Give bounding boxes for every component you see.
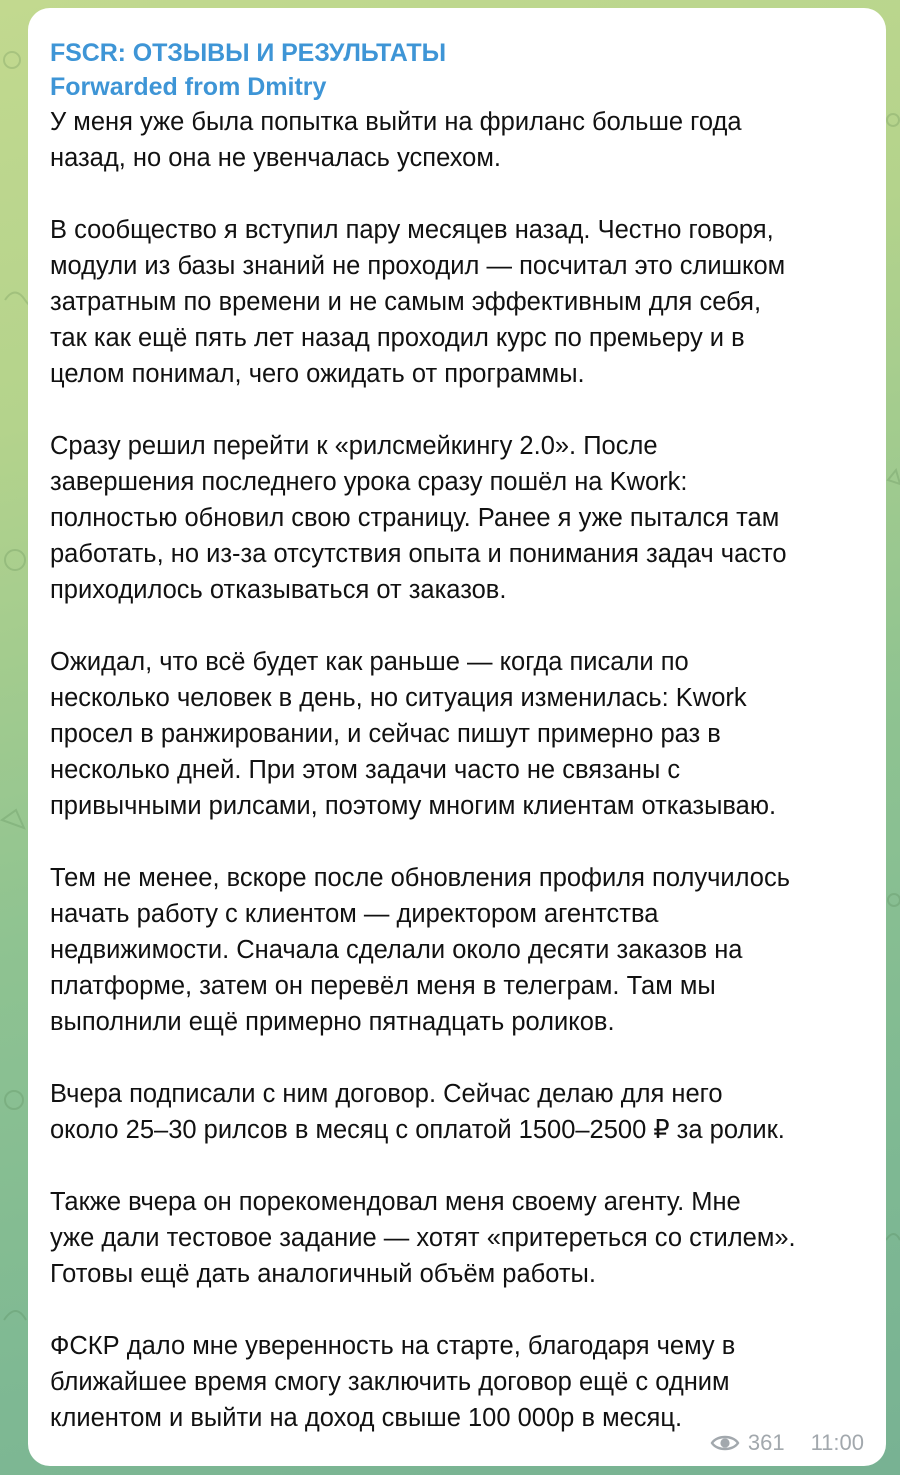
message-paragraph	[50, 860, 866, 1040]
message-line: работать, но из-за отсутствия опыта и понимания задач часто	[50, 540, 787, 568]
message-text	[50, 104, 866, 1436]
message-line: назад, но она не увенчалась успехом.	[50, 144, 501, 172]
view-count: 361	[747, 1430, 785, 1455]
message-paragraph	[50, 1184, 866, 1292]
message-paragraph	[50, 644, 866, 824]
message-line: Готовы ещё дать аналогичный объём работы.	[50, 1260, 596, 1288]
message-line: выполнили ещё примерно пятнадцать роликов.	[50, 1008, 615, 1036]
message-line: приходилось отказываться от заказов.	[50, 576, 507, 604]
message-line: просел в ранжировании, и сейчас пишут примерно раз в	[50, 720, 721, 748]
message-line: завершения последнего урока сразу пошёл на Kwork:	[50, 468, 688, 496]
message-meta	[710, 1428, 864, 1458]
message-line: модули из базы знаний не проходил — посчитал это слишком	[50, 252, 786, 280]
message-bubble[interactable]	[28, 8, 886, 1466]
message-line: затратным по времени и не самым эффективным для себя,	[50, 288, 762, 316]
message-line: У меня уже была попытка выйти на фриланс больше года	[50, 108, 742, 136]
message-line: так как ещё пять лет назад проходил курс по премьеру и в	[50, 324, 745, 352]
message-line: клиентом и выйти на доход свыше 100 000р в месяц.	[50, 1404, 683, 1432]
message-line: несколько дней. При этом задачи часто не связаны с	[50, 756, 681, 784]
message-line: привычными рилсами, поэтому многим клиентам отказываю.	[50, 792, 777, 820]
message-paragraph	[50, 212, 866, 392]
message-paragraph	[50, 104, 866, 176]
message-line: Также вчера он порекомендовал меня своему агенту. Мне	[50, 1188, 741, 1216]
message-line: полностью обновил свою страницу. Ранее я уже пытался там	[50, 504, 780, 532]
message-line: Тем не менее, вскоре после обновления профиля получилось	[50, 864, 791, 892]
message-paragraph	[50, 1076, 866, 1148]
message-line: уже дали тестовое задание — хотят «притереться со стилем».	[50, 1224, 796, 1252]
message-line: целом понимал, чего ожидать от программы.	[50, 360, 585, 388]
forwarded-from-label[interactable]: Forwarded from Dmitry	[50, 73, 327, 101]
message-line: ФСКР дало мне уверенность на старте, благодаря чему в	[50, 1332, 736, 1360]
channel-name[interactable]: FSCR: ОТЗЫВЫ И РЕЗУЛЬТАТЫ	[50, 39, 446, 67]
message-line: несколько человек в день, но ситуация изменилась: Kwork	[50, 684, 747, 712]
eye-icon	[710, 1433, 740, 1453]
message-line: В сообщество я вступил пару месяцев назад. Честно говоря,	[50, 216, 774, 244]
message-line: около 25–30 рилсов в месяц с оплатой 1500–2500 ₽ за ролик.	[50, 1116, 785, 1144]
message-paragraph	[50, 1328, 866, 1436]
message-line: ближайшее время смогу заключить договор ещё с одним	[50, 1368, 730, 1396]
message-line: начать работу с клиентом — директором агентства	[50, 900, 659, 928]
message-line: Сразу решил перейти к «рилсмейкингу 2.0». После	[50, 432, 658, 460]
message-time: 11:00	[810, 1430, 864, 1455]
message-paragraph	[50, 428, 866, 608]
message-line: Вчера подписали с ним договор. Сейчас делаю для него	[50, 1080, 723, 1108]
message-line: Ожидал, что всё будет как раньше — когда писали по	[50, 648, 689, 676]
message-line: платформе, затем он перевёл меня в телеграм. Там мы	[50, 972, 716, 1000]
message-line: недвижимости. Сначала сделали около десяти заказов на	[50, 936, 743, 964]
